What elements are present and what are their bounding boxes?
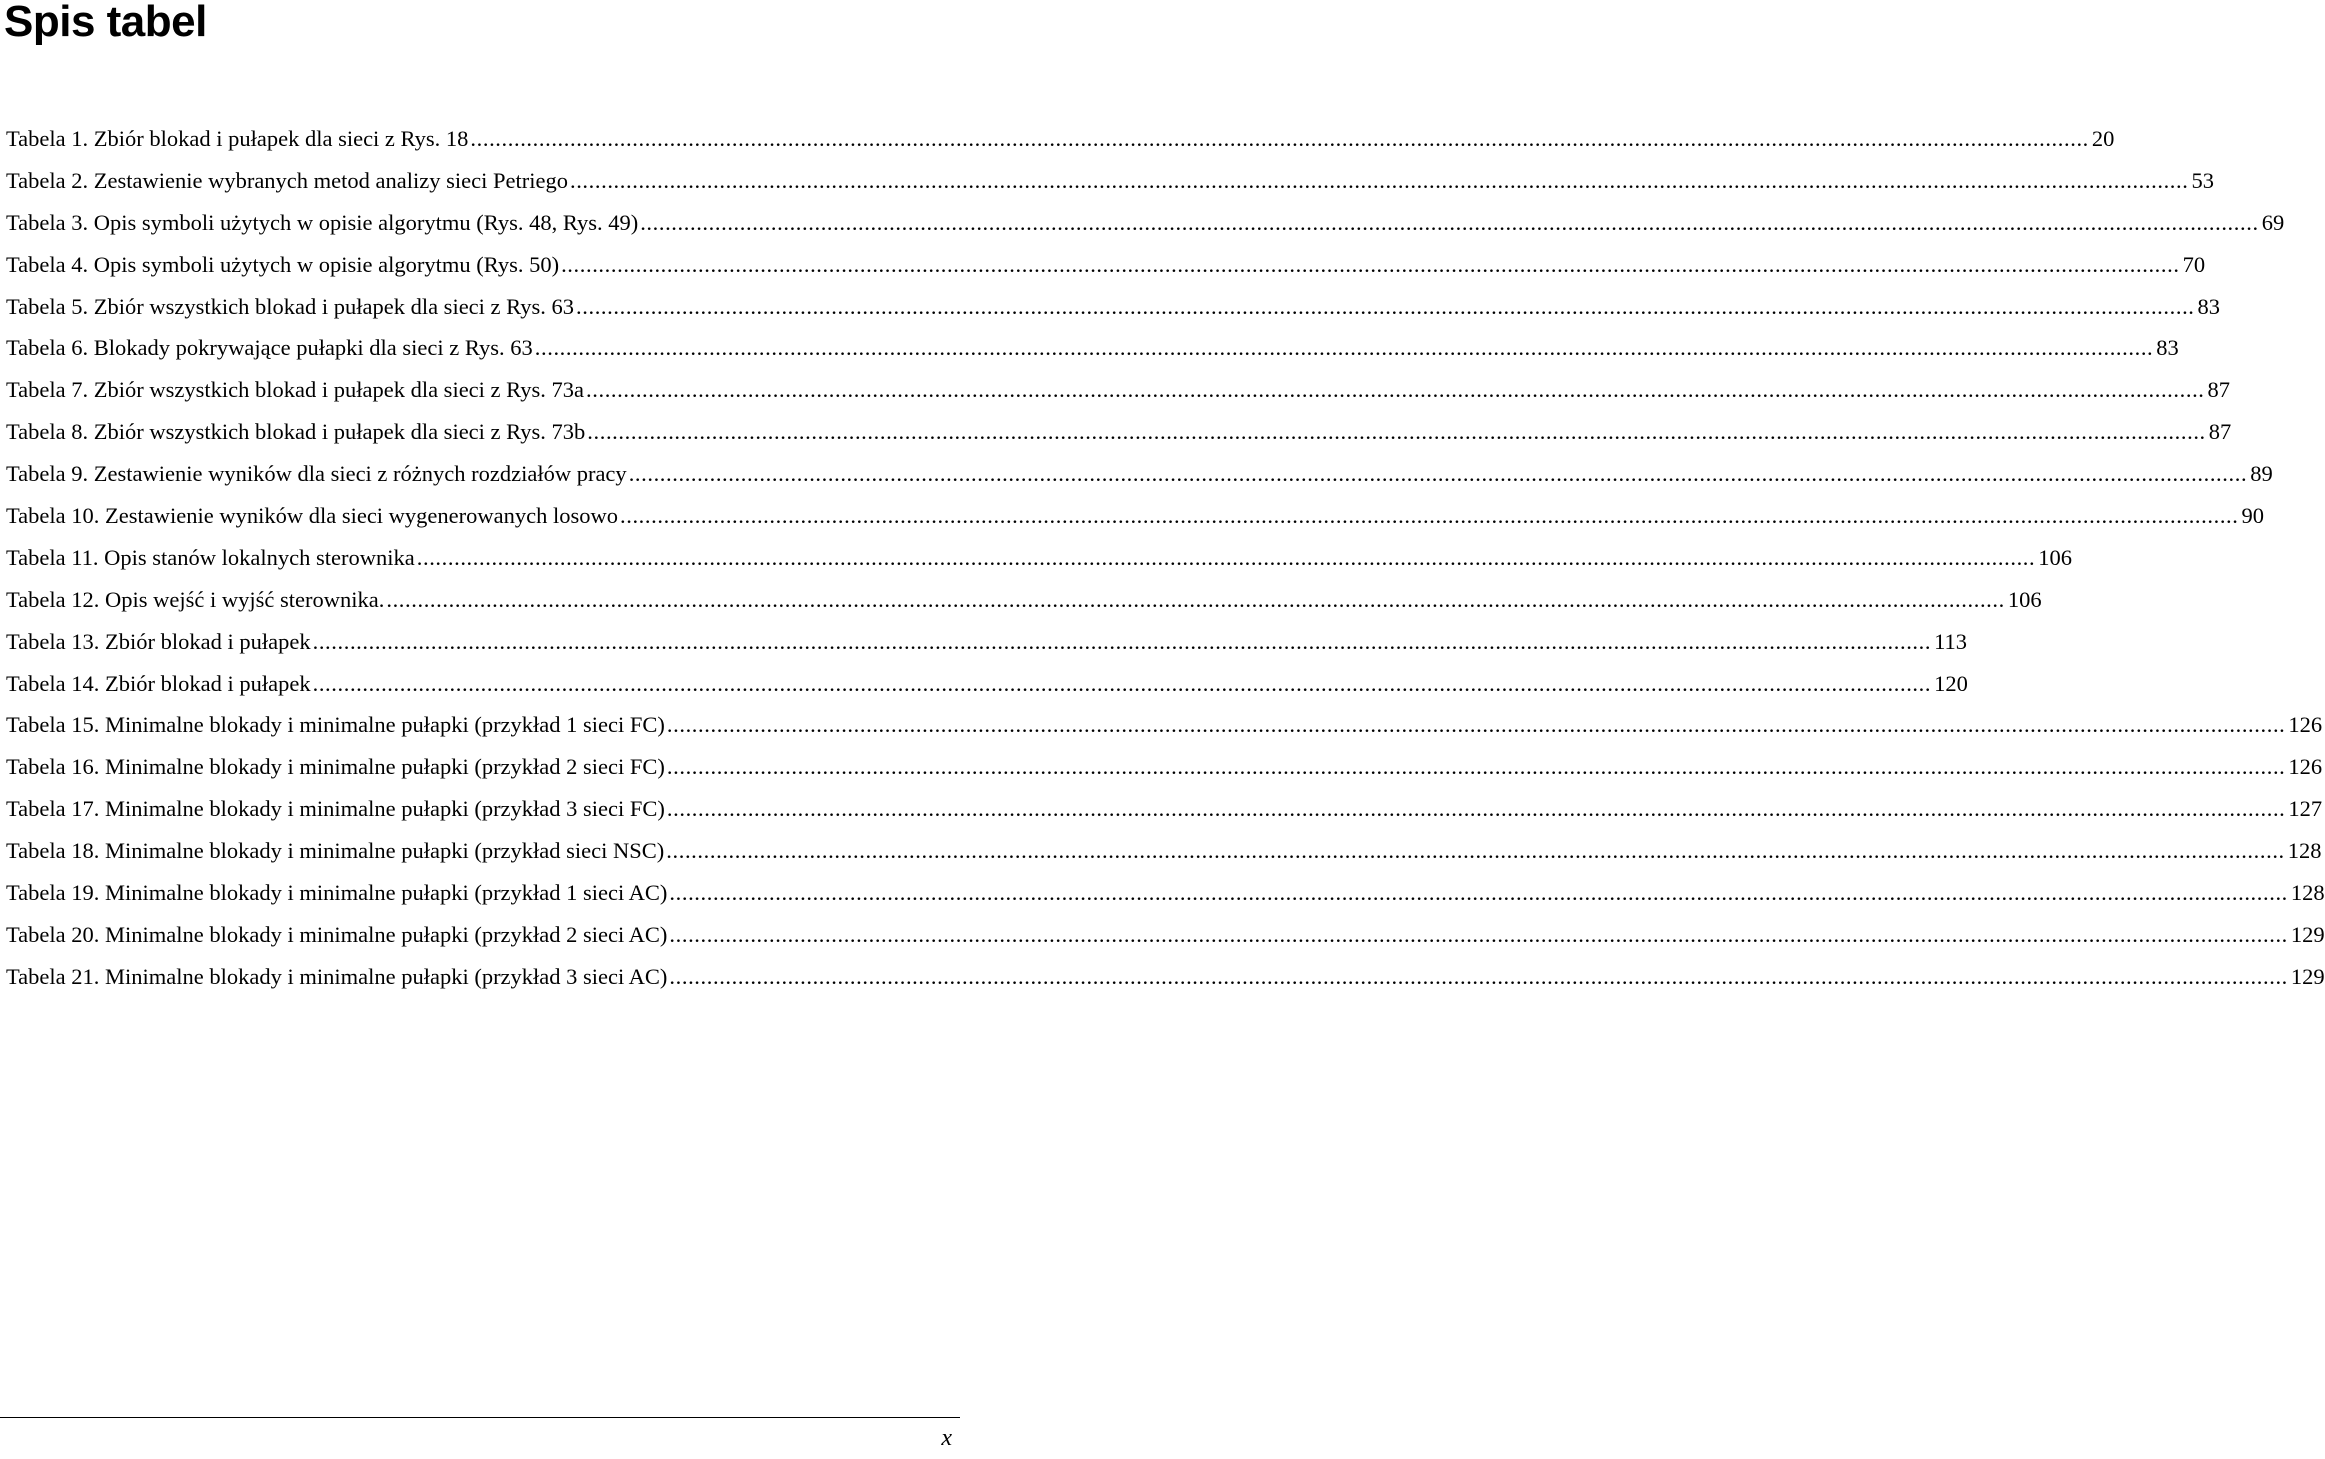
toc-entry-leader: .................................................................................................................................................................................................................................................................... (669, 963, 2288, 989)
toc-entry-page: 129 (2290, 963, 2325, 989)
toc-entry-page: 69 (2261, 209, 2285, 235)
toc-entry[interactable] (6, 537, 2072, 579)
toc-entry[interactable] (6, 872, 2325, 914)
list-of-tables (6, 118, 2325, 998)
toc-entry[interactable] (6, 202, 2285, 244)
toc-entry-title: Tabela 17. Minimalne blokady i minimalne pułapki (przykład 3 sieci FC) (6, 796, 665, 822)
toc-entry-leader: .................................................................................................................................................................................................................................................................... (640, 209, 2259, 235)
toc-entry-page: 126 (2288, 754, 2323, 780)
toc-entry-leader: .................................................................................................................................................................................................................................................................... (666, 754, 2286, 780)
toc-entry-page: 106 (2038, 544, 2072, 570)
toc-entry-title: Tabela 3. Opis symboli użytych w opisie algorytmu (Rys. 48, Rys. 49) (6, 209, 639, 235)
toc-entry-leader: .................................................................................................................................................................................................................................................................... (666, 838, 2285, 864)
toc-entry-leader: .................................................................................................................................................................................................................................................................... (587, 419, 2206, 445)
toc-entry-leader: .................................................................................................................................................................................................................................................................... (669, 879, 2288, 905)
toc-entry[interactable] (6, 327, 2179, 369)
toc-entry-title: Tabela 4. Opis symboli użytych w opisie algorytmu (Rys. 50) (6, 251, 560, 277)
toc-entry-leader: .................................................................................................................................................................................................................................................................... (620, 502, 2239, 528)
toc-entry-leader: .................................................................................................................................................................................................................................................................... (569, 167, 2189, 193)
toc-entry-title: Tabela 7. Zbiór wszystkich blokad i pułapek dla sieci z Rys. 73a (6, 377, 585, 403)
toc-entry[interactable] (6, 495, 2264, 537)
toc-entry-title: Tabela 16. Minimalne blokady i minimalne pułapki (przykład 2 sieci FC) (6, 754, 665, 780)
toc-entry-page: 127 (2288, 796, 2323, 822)
toc-entry-leader: .................................................................................................................................................................................................................................................................... (470, 125, 2089, 151)
toc-entry-title: Tabela 19. Minimalne blokady i minimalne pułapki (przykład 1 sieci AC) (6, 879, 668, 905)
toc-entry[interactable] (6, 704, 2323, 746)
toc-entry-leader: .................................................................................................................................................................................................................................................................... (586, 377, 2205, 403)
page-number: x (941, 1425, 952, 1451)
toc-entry[interactable] (6, 118, 2115, 160)
toc-entry-page: 87 (2207, 377, 2231, 403)
toc-entry-leader: .................................................................................................................................................................................................................................................................... (628, 461, 2248, 487)
toc-entry-page: 106 (2007, 586, 2042, 612)
toc-entry-title: Tabela 5. Zbiór wszystkich blokad i pułapek dla sieci z Rys. 63 (6, 293, 575, 319)
toc-entry-title: Tabela 10. Zestawienie wyników dla sieci wygenerowanych losowo (6, 502, 618, 528)
toc-entry[interactable] (6, 369, 2231, 411)
toc-entry-page: 129 (2290, 921, 2325, 947)
toc-entry-leader: .................................................................................................................................................................................................................................................................... (312, 628, 1932, 654)
toc-entry-page: 128 (2290, 879, 2325, 905)
toc-entry-page: 83 (2156, 335, 2179, 361)
toc-entry[interactable] (6, 914, 2325, 956)
toc-entry-page: 53 (2191, 167, 2214, 193)
toc-entry-page: 113 (1934, 628, 1968, 654)
toc-entry-title: Tabela 15. Minimalne blokady i minimalne pułapki (przykład 1 sieci FC) (6, 712, 665, 738)
toc-entry[interactable] (6, 411, 2232, 453)
toc-entry-title: Tabela 18. Minimalne blokady i minimalne pułapki (przykład sieci NSC) (6, 838, 665, 864)
toc-entry-page: 87 (2208, 419, 2232, 445)
toc-entry-title: Tabela 11. Opis stanów lokalnych sterownika (6, 544, 415, 570)
toc-entry[interactable] (6, 663, 1968, 705)
toc-entry-title: Tabela 21. Minimalne blokady i minimalne pułapki (przykład 3 sieci AC) (6, 963, 668, 989)
footer-divider (0, 1417, 960, 1418)
toc-entry[interactable] (6, 453, 2273, 495)
page-title: Spis tabel (4, 0, 207, 46)
toc-entry-leader: .................................................................................................................................................................................................................................................................... (386, 586, 2005, 612)
toc-entry[interactable] (6, 621, 1968, 663)
toc-entry-leader: .................................................................................................................................................................................................................................................................... (576, 293, 2195, 319)
toc-entry-leader: .................................................................................................................................................................................................................................................................... (534, 335, 2154, 361)
toc-entry-page: 20 (2091, 125, 2115, 151)
toc-entry-title: Tabela 2. Zestawienie wybranych metod analizy sieci Petriego (6, 167, 568, 193)
toc-entry-page: 126 (2288, 712, 2323, 738)
toc-entry-page: 70 (2182, 251, 2206, 277)
toc-entry-leader: .................................................................................................................................................................................................................................................................... (666, 712, 2286, 738)
toc-entry-page: 89 (2250, 461, 2273, 487)
toc-entry[interactable] (6, 830, 2322, 872)
toc-entry-title: Tabela 14. Zbiór blokad i pułapek (6, 670, 311, 696)
toc-entry[interactable] (6, 244, 2206, 286)
toc-entry-title: Tabela 20. Minimalne blokady i minimalne pułapki (przykład 2 sieci AC) (6, 921, 668, 947)
toc-entry[interactable] (6, 956, 2325, 998)
toc-entry[interactable] (6, 579, 2042, 621)
toc-entry-title: Tabela 1. Zbiór blokad i pułapek dla sieci z Rys. 18 (6, 125, 469, 151)
toc-entry-page: 83 (2197, 293, 2221, 319)
toc-entry-leader: .................................................................................................................................................................................................................................................................... (669, 921, 2288, 947)
toc-entry[interactable] (6, 286, 2221, 328)
toc-entry-leader: .................................................................................................................................................................................................................................................................... (666, 796, 2286, 822)
toc-entry-page: 90 (2241, 502, 2264, 528)
toc-entry-leader: .................................................................................................................................................................................................................................................................... (312, 670, 1932, 696)
toc-entry-page: 128 (2287, 838, 2322, 864)
toc-entry[interactable] (6, 160, 2214, 202)
toc-entry-leader: .................................................................................................................................................................................................................................................................... (416, 544, 2036, 570)
toc-entry-title: Tabela 6. Blokady pokrywające pułapki dla sieci z Rys. 63 (6, 335, 533, 361)
toc-entry[interactable] (6, 788, 2323, 830)
toc-entry-title: Tabela 12. Opis wejść i wyjść sterownika. (6, 586, 385, 612)
toc-entry-title: Tabela 8. Zbiór wszystkich blokad i pułapek dla sieci z Rys. 73b (6, 419, 586, 445)
toc-entry-page: 120 (1934, 670, 1968, 696)
toc-entry[interactable] (6, 746, 2323, 788)
toc-entry-title: Tabela 9. Zestawienie wyników dla sieci z różnych rozdziałów pracy (6, 461, 627, 487)
toc-entry-title: Tabela 13. Zbiór blokad i pułapek (6, 628, 311, 654)
toc-entry-leader: .................................................................................................................................................................................................................................................................... (561, 251, 2180, 277)
